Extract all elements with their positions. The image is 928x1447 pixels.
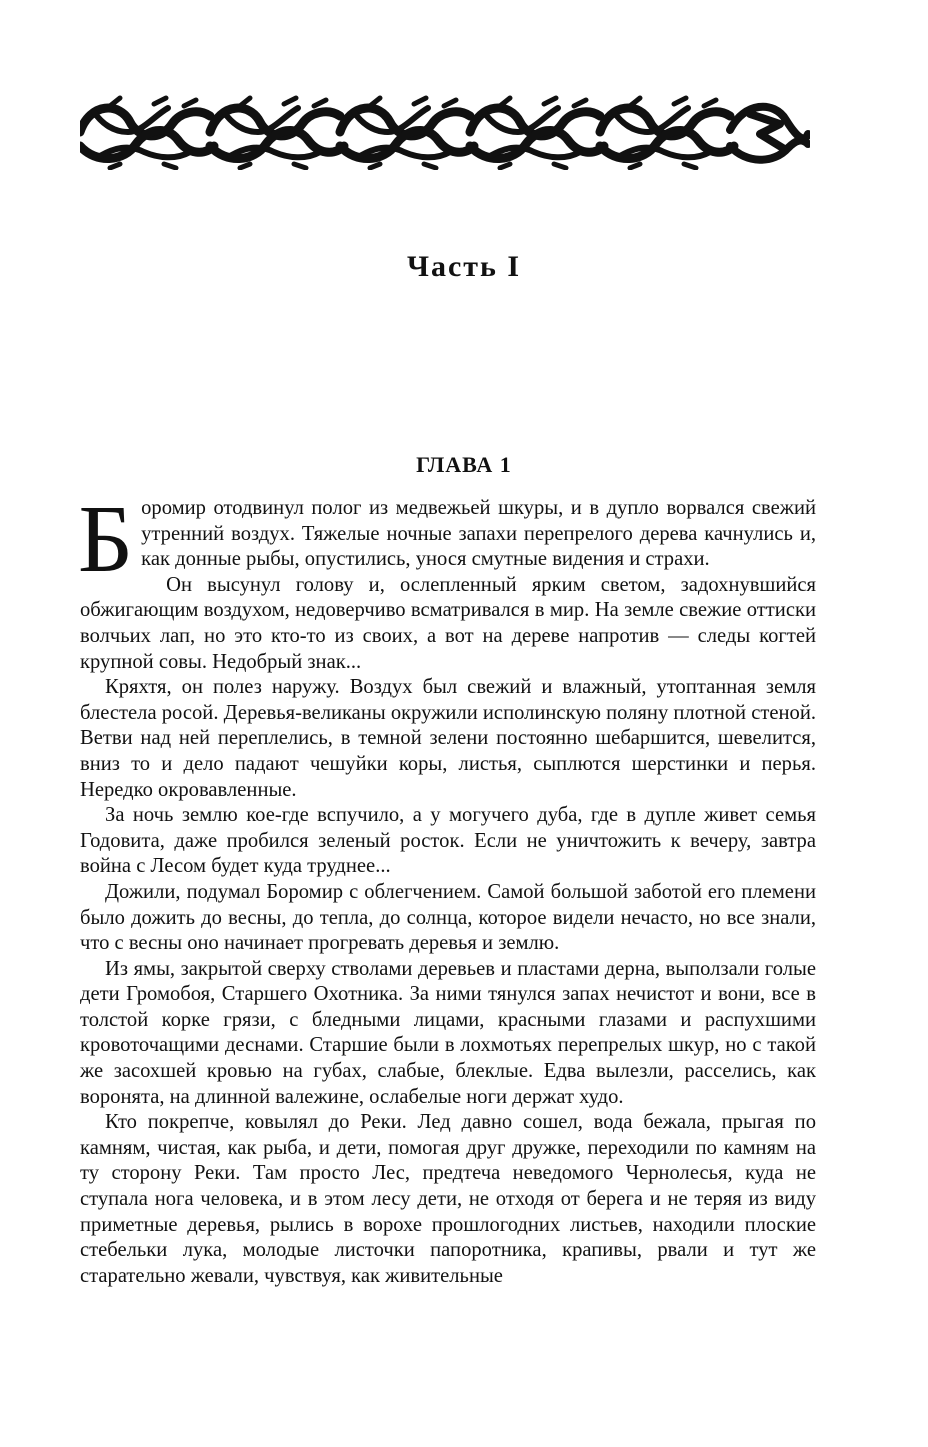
paragraph-1 <box>78 485 816 592</box>
chapter-text <box>78 485 816 1289</box>
drop-cap: Б <box>78 485 134 592</box>
paragraph-3: Кряхтя, он полез наружу. Воздух был свежий и влажный, утоптанная земля блестела росой. Деревья-великаны окружили исполинскую поляну плотной стеной. Ветви над ней переплелись, в темной зелени постоянно шебаршится, шевелится, вниз то и дело падают чешуйки коры, листья, сыплются шерстинки и перья. Нередко окровавленные. <box>80 676 816 801</box>
celtic-knot-border-icon <box>80 94 810 170</box>
paragraph-4: За ночь землю кое-где вспучило, а у могучего дуба, где в дупле живет семья Годовита, даже пробился зеленый росток. Если не уничтожить к вечеру, завтра война с Лесом будет куда труднее... <box>80 804 816 878</box>
paragraph-text: оромир отодвинул полог из медвежьей шкуры, и в дупло ворвался свежий утренний воздух. Тяжелые ночные запахи перепрелого дерева качнулись и, как донные рыбы, опустились, унося смутные видения и страхи. <box>141 497 816 571</box>
paragraph-5: Дожили, подумал Боромир с облегчением. Самой большой заботой его племени было дожить до весны, до тепла, до солнца, которое видели нечасто, но все знали, что с весны оно начинает прогревать деревья и землю. <box>80 880 816 955</box>
paragraph-2: Он высунул голову и, ослепленный ярким светом, задохнувшийся обжигающим воздухом, недоверчиво всматривался в мир. На земле свежие оттиски волчьих лап, но это кто-то из своих, а вот на дереве напротив — следы когтей крупной совы. Недобрый знак... <box>80 573 816 673</box>
chapter-title: ГЛАВА 1 <box>416 452 512 477</box>
part-title: Часть I <box>406 250 522 283</box>
paragraph-7: Кто покрепче, ковылял до Реки. Лед давно сошел, вода бежала, прыгая по камням, чистая, как рыба, и дети, помогая друг дружке, переходили по камням на ту сторону Реки. Там просто Лес, предтеча неведомого Чернолесья, куда не ступала нога человека, и в этом лесу дети, не отходя от берега и не теряя из виду приметные деревья, рылись в ворохе прошлогодних листьев, находили плоские стебельки лука, молодые листочки папоротника, крапивы, рвали и тут же старательно жевали, чувствуя, как живительные <box>80 1111 816 1287</box>
paragraph-6: Из ямы, закрытой сверху стволами деревьев и пластами дерна, выползали голые дети Громобоя, Старшего Охотника. За ними тянулся запах нечистот и вони, все в толстой корке грязи, с бледными лицами, красными глазами и распухшими кровоточащими деснами. Старшие были в лохмотьях перепрелых шкур, но с такой же засохшей кровью на губах, слабые, блеклые. Едва вылезли, расселись, как воронята, на длинной валежине, ослабелые ноги держат худо. <box>80 957 816 1108</box>
